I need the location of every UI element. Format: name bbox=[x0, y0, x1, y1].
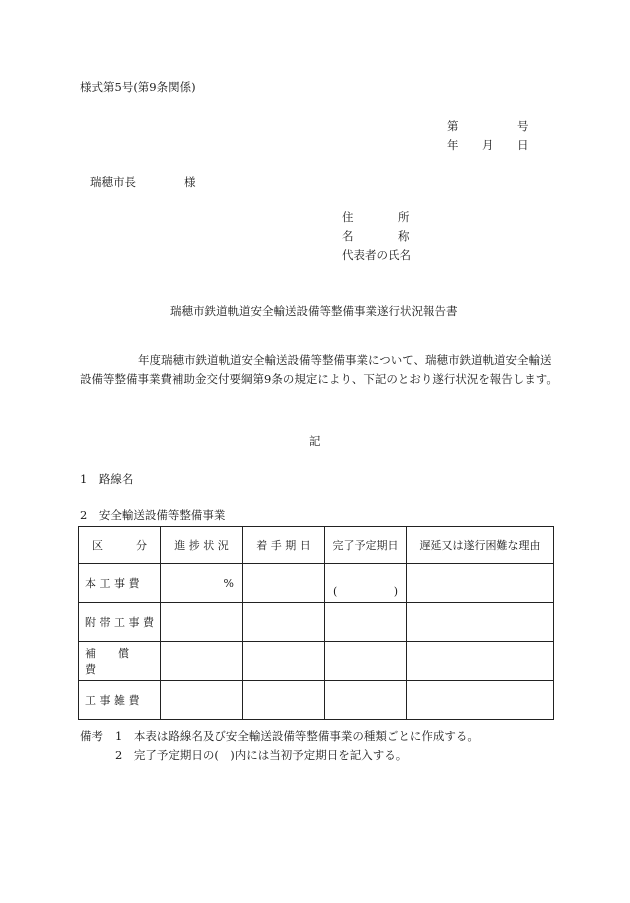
start-date-cell[interactable] bbox=[243, 642, 325, 681]
header-start-date: 着 手 期 日 bbox=[243, 527, 325, 564]
row-label: 工 事 雑 費 bbox=[79, 681, 161, 720]
completion-date-cell[interactable] bbox=[325, 564, 407, 603]
date-year: 年 bbox=[447, 138, 459, 152]
start-date-cell[interactable] bbox=[243, 564, 325, 603]
delay-reason-cell[interactable] bbox=[407, 642, 554, 681]
row-label: 本 工 事 費 bbox=[79, 564, 161, 603]
note-1: 1 本表は路線名及び安全輸送設備等整備事業の種類ごとに作成する。 bbox=[115, 729, 479, 743]
applicant-address-label-b: 所 bbox=[398, 210, 410, 224]
start-date-cell[interactable] bbox=[243, 603, 325, 642]
table-row bbox=[79, 642, 554, 681]
addressee-honorific: 様 bbox=[184, 175, 196, 189]
percent-unit: % bbox=[223, 576, 234, 590]
row-label: 補 償 費 bbox=[79, 642, 161, 681]
section-safety-equipment: 2 安全輸送設備等整備事業 bbox=[80, 508, 226, 522]
note-2: 2 完了予定期日の( )内には当初予定期日を記入する。 bbox=[115, 748, 408, 762]
delay-reason-cell[interactable] bbox=[407, 681, 554, 720]
doc-number-go: 号 bbox=[517, 119, 529, 133]
applicant-address-label-a: 住 bbox=[342, 210, 354, 224]
header-category: 区 分 bbox=[79, 527, 161, 564]
table-row bbox=[79, 681, 554, 720]
start-date-cell[interactable] bbox=[243, 681, 325, 720]
delay-reason-cell[interactable] bbox=[407, 564, 554, 603]
table-header-row bbox=[79, 527, 554, 564]
paren-open: ( bbox=[333, 585, 338, 598]
delay-reason-cell[interactable] bbox=[407, 603, 554, 642]
paren-close: ) bbox=[393, 585, 398, 598]
document-title: 瑞穂市鉄道軌道安全輸送設備等整備事業遂行状況報告書 bbox=[170, 304, 458, 318]
progress-table bbox=[78, 526, 554, 720]
section-route-name: 1 路線名 bbox=[80, 472, 134, 486]
table-row bbox=[79, 564, 554, 603]
completion-date-cell[interactable] bbox=[325, 603, 407, 642]
notes-heading: 備考 bbox=[80, 729, 103, 743]
doc-number-dai: 第 bbox=[447, 119, 459, 133]
applicant-name-label-b: 称 bbox=[398, 229, 410, 243]
progress-cell[interactable] bbox=[161, 603, 243, 642]
table-row bbox=[79, 603, 554, 642]
form-number: 様式第5号(第9条関係) bbox=[80, 80, 196, 94]
applicant-name-label-a: 名 bbox=[342, 229, 354, 243]
progress-cell[interactable] bbox=[161, 642, 243, 681]
row-label: 附 帯 工 事 費 bbox=[79, 603, 161, 642]
header-progress: 進 捗 状 況 bbox=[161, 527, 243, 564]
progress-cell[interactable] bbox=[161, 564, 243, 603]
completion-date-cell[interactable] bbox=[325, 642, 407, 681]
date-day: 日 bbox=[517, 138, 529, 152]
ki-marker: 記 bbox=[309, 434, 321, 448]
date-month: 月 bbox=[482, 138, 494, 152]
applicant-representative-label: 代表者の氏名 bbox=[342, 248, 411, 262]
header-delay-reason: 遅延又は遂行困難な理由 bbox=[407, 527, 554, 564]
completion-date-cell[interactable] bbox=[325, 681, 407, 720]
progress-cell[interactable] bbox=[161, 681, 243, 720]
header-completion-date: 完了予定期日 bbox=[325, 527, 407, 564]
body-paragraph: 年度瑞穂市鉄道軌道安全輸送設備等整備事業について、瑞穂市鉄道軌道安全輸送設備等整備事業費補助金交付要綱第9条の規定により、下記のとおり遂行状況を報告します。 bbox=[80, 353, 558, 386]
addressee-name: 瑞穂市長 bbox=[90, 175, 136, 189]
